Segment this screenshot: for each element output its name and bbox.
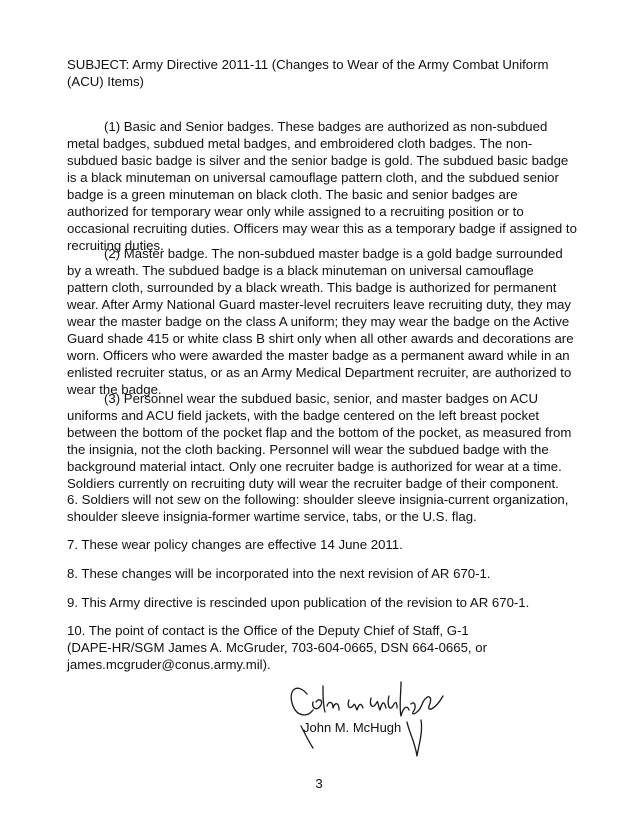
para1-line-2: metal badges, subdued metal badges, and embroidered cloth badges. The non-	[67, 136, 533, 151]
item8-line: 8. These changes will be incorporated into the next revision of AR 670-1.	[67, 566, 491, 581]
item-10	[67, 622, 567, 673]
para1-line-6: authorized for temporary wear only while assigned to a recruiting position or to	[67, 204, 524, 219]
signatory-name: John M. McHugh	[303, 720, 402, 735]
para2-line-7: worn. Officers who were awarded the master badge as a permanent award while in an	[67, 348, 570, 363]
para2-line-2: by a wreath. The subdued badge is a black minuteman on universal camouflage	[67, 263, 534, 278]
item-6	[67, 491, 567, 525]
para1-line-3: subdued basic badge is silver and the senior badge is gold. The subdued basic badge	[67, 153, 569, 168]
signature-block	[283, 672, 463, 764]
para2-line-1: (2) Master badge. The non-subdued master badge is a gold badge surrounded	[104, 246, 563, 261]
para3-line-6: Soldiers currently on recruiting duty will wear the recruiter badge of their component.	[67, 476, 559, 491]
item7-line: 7. These wear policy changes are effective 14 June 2011.	[67, 537, 403, 552]
item6-line-2: shoulder sleeve insignia-former wartime service, tabs, or the U.S. flag.	[67, 509, 477, 524]
paragraph-master-badge	[67, 245, 574, 398]
para2-line-6: Guard shade 415 or white class B shirt only when all other awards and decorations are	[67, 331, 574, 346]
item10-line-3: james.mcgruder@conus.army.mil).	[67, 657, 271, 672]
para1-line-5: badge is a green minuteman on black cloth. The basic and senior badges are	[67, 187, 518, 202]
para1-line-8: recruiting duties.	[67, 238, 164, 253]
item6-line-1: 6. Soldiers will not sew on the following: shoulder sleeve insignia-current organization,	[67, 492, 569, 507]
subject-line-2: (ACU) Items)	[67, 74, 144, 89]
subject-line	[67, 56, 567, 90]
para3-line-4: the insignia, not the cloth backing. Personnel will wear the subdued badge with the	[67, 442, 549, 457]
para3-line-5: background material intact. Only one recruiter badge is authorized for wear at a time.	[67, 459, 562, 474]
para3-line-1: (3) Personnel wear the subdued basic, senior, and master badges on ACU	[104, 391, 538, 406]
para1-line-7: occasional recruiting duties. Officers may wear this as a temporary badge if assigned to	[67, 221, 577, 236]
para2-line-9: wear the badge.	[67, 382, 162, 397]
item-7	[67, 536, 567, 553]
para3-line-3: between the bottom of the pocket flap and the bottom of the pocket, as measured from	[67, 425, 572, 440]
paragraph-personnel-wear	[67, 390, 572, 492]
item10-line-1: 10. The point of contact is the Office of the Deputy Chief of Staff, G-1	[67, 623, 469, 638]
para2-line-5: wear the master badge on the class A uniform; they may wear the badge on the Active	[67, 314, 570, 329]
item-9	[67, 594, 567, 611]
item10-line-2: (DAPE-HR/SGM James A. McGruder, 703-604-0665, DSN 664-0665, or	[67, 640, 487, 655]
para2-line-4: wear. After Army National Guard master-level recruiters leave recruiting duty, they may	[67, 297, 572, 312]
para1-line-1: (1) Basic and Senior badges. These badges are authorized as non-subdued	[104, 119, 548, 134]
paragraph-basic-senior-badges	[67, 118, 577, 254]
para2-line-8: enlisted recruiter status, or as an Army Medical Department recruiter, are authorized to	[67, 365, 572, 380]
handwritten-signature	[283, 672, 463, 764]
para3-line-2: uniforms and ACU field jackets, with the badge centered on the left breast pocket	[67, 408, 540, 423]
para1-line-4: is a black minuteman on universal camouflage pattern cloth, and the subdued senior	[67, 170, 559, 185]
item-8	[67, 565, 567, 582]
para2-line-3: pattern cloth, surrounded by a black wreath. This badge is authorized for permanent	[67, 280, 557, 295]
subject-line-1: SUBJECT: Army Directive 2011-11 (Changes to Wear of the Army Combat Uniform	[67, 57, 549, 72]
page-number: 3	[315, 776, 323, 791]
item9-line: 9. This Army directive is rescinded upon publication of the revision to AR 670-1.	[67, 595, 530, 610]
